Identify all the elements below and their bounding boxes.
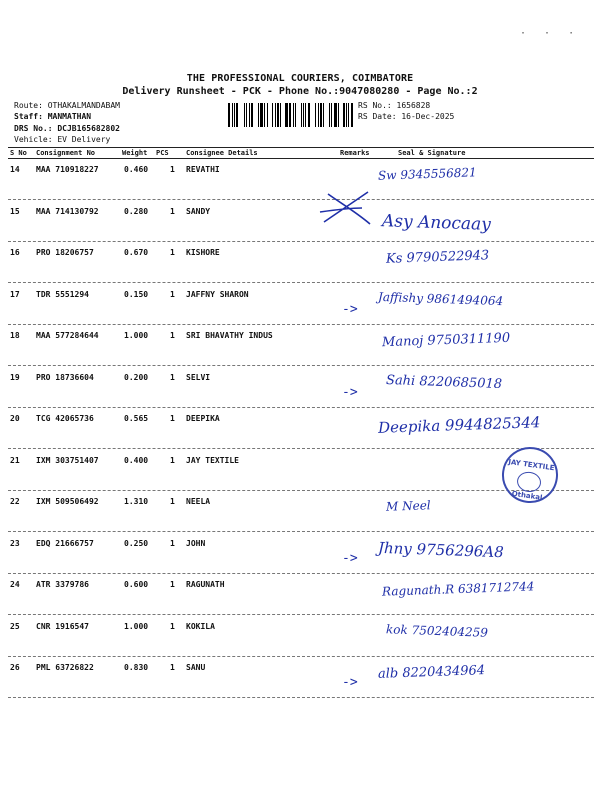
table-row [8,242,594,283]
barcode-bar [348,103,349,127]
col-sno: S No [10,149,27,157]
cell-pcs: 1 [170,206,175,216]
table-top-rule [8,147,594,148]
cell-pcs: 1 [170,372,175,382]
cell-consignment: MAA 710918227 [36,165,99,174]
barcode-bar [326,103,328,127]
cell-consignee: JOHN [186,538,206,548]
remarks-cross-mark [318,186,378,230]
barcode-bar [269,103,271,127]
handwritten-signature: Ks 9790522943 [385,248,490,267]
barcode-bar [260,103,263,127]
table-row [8,616,594,657]
barcode-bar [254,103,256,127]
barcode [228,103,356,127]
barcode-bar [297,103,299,127]
barcode-bar [323,103,324,127]
col-consignee: Consignee Details [186,149,258,157]
barcode-bar [311,103,314,127]
handwritten-signature: Jaffishy 9861494064 [377,289,504,308]
table-row [8,533,594,574]
drs-line [14,123,120,134]
cell-consignee: REVATHI [186,165,220,174]
barcode-bar [295,103,296,127]
cell-pcs: 1 [170,455,175,465]
cell-pcs: 1 [170,538,175,548]
cell-sno: 24 [10,580,20,589]
cell-consignee: JAFFNY SHARON [186,289,249,299]
cell-pcs: 1 [170,331,175,340]
cell-sno: 20 [10,414,20,423]
table-row [8,201,594,242]
barcode-bar [289,103,291,127]
barcode-bar [334,103,337,127]
cell-consignment: MAA 577284644 [36,331,99,340]
row-divider [8,697,594,698]
cell-weight: 0.150 [124,289,149,299]
barcode-bar [244,103,245,127]
cell-sno: 23 [10,538,20,548]
cell-consignment: PRO 18206757 [36,248,94,257]
table-row [8,325,594,366]
col-consignment: Consignment No [36,149,96,157]
barcode-bar [305,103,306,127]
barcode-bar [303,103,304,127]
barcode-bar [280,103,281,127]
cell-weight: 0.280 [124,206,149,216]
cell-weight: 0.600 [124,580,149,589]
handwritten-signature: Ragunath.R 6381712744 [381,579,535,599]
table-row [8,657,594,698]
cell-consignee: KISHORE [186,248,220,257]
cell-weight: 0.460 [124,165,149,174]
cell-sno: 14 [10,165,20,174]
staff-label: Staff: [14,112,43,121]
handwritten-signature: alb 8220434964 [377,663,486,682]
barcode-bar [285,103,288,127]
cell-weight: 1.000 [124,621,149,631]
drs-label: DRS No.: [14,124,53,133]
barcode-bar [340,103,341,127]
cell-consignee: SELVI [186,372,211,382]
barcode-bar [272,103,273,127]
barcode-bar [234,103,235,127]
handwritten-signature: Manoj 9750311190 [381,330,511,351]
cell-consignee: RAGUNATH [186,580,225,589]
cell-pcs: 1 [170,497,175,506]
cell-sno: 18 [10,331,20,340]
barcode-bar [351,103,353,127]
cell-consignment: IXM 509506492 [36,497,99,506]
col-seal-signature: Seal & Signature [398,149,466,157]
rs-date: RS Date: 16-Dec-2025 [358,112,455,121]
cell-sno: 16 [10,248,20,257]
cell-consignee: SANDY [186,206,211,216]
table-row [8,367,594,408]
cell-consignment: PML 63726822 [36,663,94,672]
rs-number: RS No.: 1656828 [358,101,431,110]
route: Route: OTHAKALMANDABAM [14,101,120,110]
table-row [8,284,594,325]
barcode-bar [329,103,330,127]
col-remarks: Remarks [340,149,370,157]
cell-pcs: 1 [170,414,175,423]
barcode-bar [249,103,250,127]
cell-pcs: 1 [170,165,175,174]
cell-weight: 1.000 [124,331,149,340]
cell-sno: 15 [10,206,20,216]
barcode-bar [308,103,310,127]
barcode-bar [346,103,347,127]
table-row [8,408,594,449]
cell-sno: 25 [10,621,20,631]
barcode-bar [236,103,238,127]
barcode-bar [264,103,265,127]
remarks-arrow: -> [342,301,358,317]
table-row [8,574,594,615]
cell-pcs: 1 [170,621,175,631]
table-row [8,159,594,200]
cell-pcs: 1 [170,289,175,299]
cell-sno: 17 [10,289,20,299]
barcode-bar [283,103,284,127]
cell-weight: 0.565 [124,414,149,423]
handwritten-signature: Sahi 8220685018 [385,372,503,392]
barcode-bar [293,103,294,127]
cell-consignment: CNR 1916547 [36,621,89,631]
barcode-bar [246,103,247,127]
cell-consignee: DEEPIKA [186,414,220,423]
barcode-bar [301,103,302,127]
drs-number: DCJB165682802 [57,124,120,133]
cell-consignment: ATR 3379786 [36,580,89,589]
cell-weight: 0.400 [124,455,149,465]
remarks-arrow: -> [342,675,358,690]
company-title: THE PROFESSIONAL COURIERS, COIMBATORE [186,73,414,84]
barcode-bar [240,103,243,127]
cell-consignee: SRI BHAVATHY INDUS [186,331,273,340]
vehicle: Vehicle: EV Delivery [14,135,111,144]
cell-weight: 1.310 [124,497,149,506]
barcode-bar [267,103,268,127]
cell-sno: 19 [10,372,20,382]
barcode-bar [331,103,332,127]
cell-weight: 0.670 [124,248,149,257]
cell-consignment: EDQ 21666757 [36,538,94,548]
cell-consignee: KOKILA [186,621,215,631]
cell-pcs: 1 [170,580,175,589]
barcode-bar [277,103,279,127]
handwritten-signature: kok 7502404259 [385,621,489,640]
runsheet-subtitle: Delivery Runsheet - PCK - Phone No.:9047080280 - Page No.:2 [122,86,478,97]
cell-consignment: PRO 18736604 [36,372,94,382]
cell-weight: 0.830 [124,663,149,672]
barcode-bar [232,103,233,127]
cell-consignment: IXM 303751407 [36,455,99,465]
handwritten-signature: Asy Anocaay [381,210,492,235]
cell-pcs: 1 [170,663,175,672]
barcode-bar [338,103,339,127]
stamp-text-bottom: Othakal [511,489,543,502]
scan-specks: · · · [520,28,581,39]
cell-sno: 21 [10,455,20,465]
barcode-bar [318,103,319,127]
handwritten-signature: M Neel [385,498,431,514]
cell-consignee: NEELA [186,497,211,506]
col-pcs: PCS [156,149,169,157]
barcode-bar [320,103,322,127]
cell-consignee: SANU [186,663,206,672]
staff-name: MANMATHAN [47,112,92,121]
cell-consignment: MAA 714130792 [36,206,99,216]
barcode-bar [343,103,345,127]
barcode-bar [251,103,253,127]
barcode-bar [315,103,316,127]
handwritten-signature: Jhny 9756296A8 [377,538,505,561]
cell-consignment: TDR 5551294 [36,289,89,299]
cell-consignee: JAY TEXTILE [186,455,239,465]
barcode-bar [258,103,259,127]
barcode-bar [228,103,230,127]
handwritten-signature: Deepika 9944825344 [377,413,541,437]
col-weight: Weight [122,149,148,157]
cell-pcs: 1 [170,248,175,257]
cell-sno: 26 [10,663,20,672]
remarks-arrow: -> [342,384,358,400]
stamp-text-top: JAY TEXTILE [507,457,555,473]
cell-consignment: TCG 42065736 [36,414,94,423]
staff-line [14,111,91,122]
cell-sno: 22 [10,497,20,506]
remarks-arrow: -> [342,550,358,566]
cell-weight: 0.200 [124,372,149,382]
handwritten-signature: Sw 9345556821 [377,165,477,183]
cell-weight: 0.250 [124,538,149,548]
barcode-bar [275,103,276,127]
